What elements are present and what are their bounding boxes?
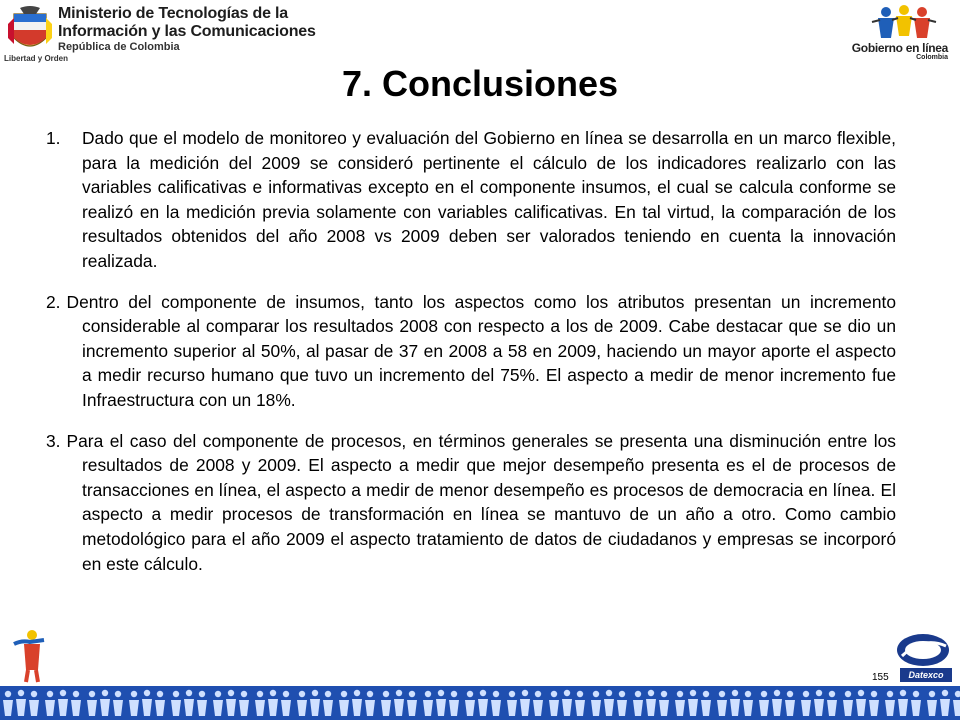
item-text: Dado que el modelo de monitoreo y evaluación del Gobierno en línea se desarrolla en un marco flexible, para la medición del 2009 se consideró pertinente el cálculo de los indicadores realizarlo con las variables calificativas e informativas excepto en el componente insumos, el cual se calcula conforme se realizó en la medición previa solamente con variables calificativas. En tal virtud, la comparación de los resultados obtenidos del año 2008 vs 2009 deben ser valorados teniendo en cuenta la innovación realizada. (82, 128, 896, 271)
item-number: 2. (46, 291, 61, 312)
decorative-people-band (0, 686, 960, 720)
ministry-name-line2: Información y las Comunicaciones (58, 23, 316, 40)
people-pattern-icon (0, 686, 960, 720)
gel-country: Colombia (916, 54, 948, 61)
person-figure-icon (8, 628, 54, 684)
motto-text: Libertad y Orden (4, 54, 69, 63)
list-item-2 (46, 290, 896, 413)
list-item-3 (46, 429, 896, 577)
ministry-name-line1: Ministerio de Tecnologías de la (58, 5, 288, 22)
item-number: 3. (46, 430, 61, 451)
item-number: 1. (46, 128, 61, 148)
conclusions-list (46, 126, 896, 592)
page-title: 7. Conclusiones (341, 63, 619, 104)
country-name: República de Colombia (58, 41, 180, 53)
datexco-label: Datexco (900, 668, 952, 682)
gel-brand-name: Gobierno en línea (851, 41, 948, 55)
item-text: Dentro del componente de insumos, tanto los aspectos como los atributos presentan un incremento considerable al comparar los resultados 2008 con respecto a los de 2009. Cabe destacar que se dio un incremento superior al 50%, al pasar de 37 en 2008 a 58 en 2009, haciendo un mayor aporte el aspecto a medir recurso humano que tuvo un incremento del 75%. El aspecto a medir de menor incremento fue Infraestructura con un 18%. (66, 291, 896, 410)
item-text: Para el caso del componente de procesos, en términos generales se presenta una disminución entre los resultados de 2008 y 2009. El aspecto a medir que mejor desempeño presenta es el de procesos de transacciones en línea, el aspecto a medir de menor desempeño es procesos de democracia en línea. El aspecto a medir procesos de transformación en línea se mantuvo de un año a otro. Como cambio metodológico para el año 2009 el aspecto tratamiento de datos de ciudadanos y empresas se incorporó en este cálculo. (66, 430, 896, 574)
page-number: 155 (872, 672, 889, 683)
list-item-1 (46, 126, 896, 274)
